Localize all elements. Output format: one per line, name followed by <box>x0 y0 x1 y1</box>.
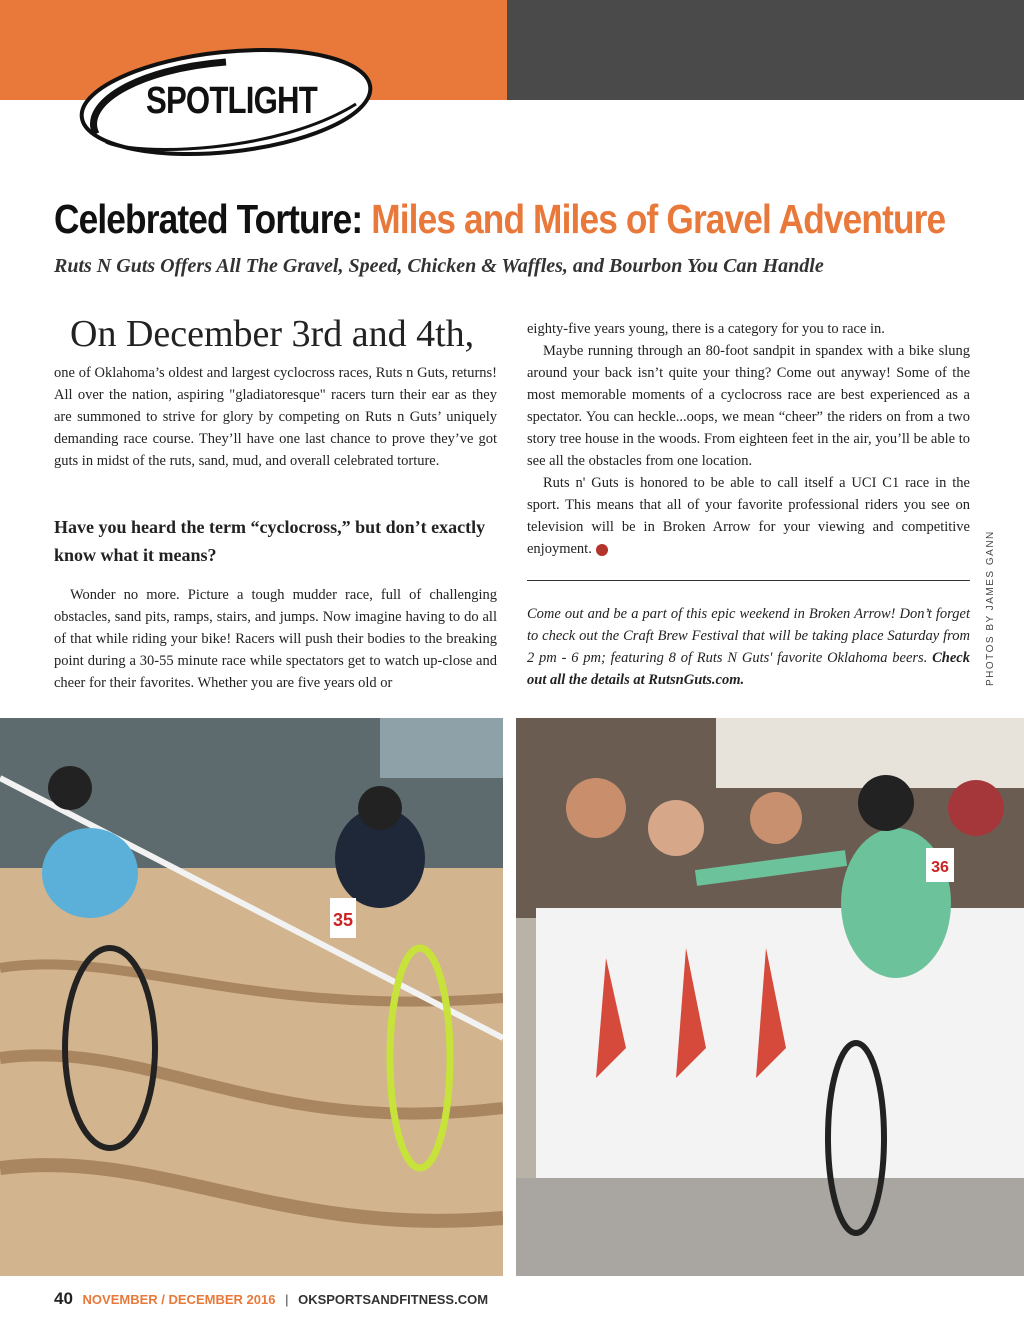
section-label: SPOTLIGHT <box>146 80 317 122</box>
paragraph-text: one of Oklahoma’s oldest and largest cyclocross races, Ruts n Guts, returns! All over the nation, aspiring "gladiatoresque" racers turn their ear as they are summoned to strive for glory by competing on Ruts n Guts’ uniquely demanding race course. They’ll have one last chance to prove they’ve got guts in midst of the ruts, sand, mud, and overall celebrated torture. <box>54 365 497 469</box>
page-footer <box>54 1289 488 1309</box>
title-part-orange: Miles and Miles of Gravel Adventure <box>371 196 946 242</box>
paragraph-last <box>527 472 970 560</box>
issue-date: NOVEMBER / DECEMBER 2016 <box>82 1292 276 1307</box>
photo-illustration <box>516 718 1024 1276</box>
promo-box <box>527 603 970 691</box>
article-subtitle: Ruts N Guts Offers All The Gravel, Speed, Chicken & Waffles, and Bourbon You Can Handle <box>54 255 824 277</box>
body-paragraph-2 <box>54 584 497 694</box>
end-mark-icon <box>596 544 608 556</box>
photo-credit: PHOTOS BY JAMES GANN <box>985 530 996 686</box>
title-part-black: Celebrated Torture: <box>54 196 363 242</box>
paragraph-text: Wonder no more. Picture a tough mudder race, full of challenging obstacles, sand pits, ramps, stairs, and jumps. Now imagine having to do all of that while riding your bike! Racers will push their bodies to the breaking point during a 30-55 minute race while spectators get to watch up-close and cheer for their favorites. Whether you are five years old or <box>54 587 497 691</box>
question-heading: Have you heard the term “cyclocross,” but don’t exactly know what it means? <box>54 517 486 565</box>
photo-finish-line-high-five <box>516 718 1024 1276</box>
header-dark-band <box>507 0 1024 100</box>
left-bib-number: 35 <box>332 910 354 930</box>
promo-link[interactable]: Check out all the details at RutsnGuts.com. <box>527 650 970 688</box>
article-title <box>54 196 946 243</box>
paragraph-text: Ruts n' Guts is honored to be able to call itself a UCI C1 race in the sport. This means that all of your favorite professional riders you see on television will be in Broken Arrow for your viewing and competitive enjoyment. <box>527 475 970 557</box>
body-paragraph-1 <box>54 362 497 472</box>
paragraph-text: Maybe running through an 80-foot sandpit in spandex with a bike slung around your back isn’t quite your thing? Come out anyway! Some of the most memorable moments of a cyclocross race are best experienced as a spectator. You can heckle...oops, we mean “cheer” the riders on from a two story tree house in the woods. From eighteen feet in the air, you’ll be able to see all the obstacles from one location. <box>527 343 970 469</box>
lead-in: On December 3rd and 4th, <box>70 313 475 355</box>
divider-rule <box>527 580 970 581</box>
promo-text: Come out and be a part of this epic weekend in Broken Arrow! Don’t forget to check out the Craft Brew Festival that will be taking place Saturday from 2 pm - 6 pm; featuring 8 of Ruts N Guts' favorite Oklahoma beers. <box>527 606 970 666</box>
footer-separator: | <box>285 1292 289 1307</box>
right-bib-number: 36 <box>931 859 949 876</box>
paragraph-text: eighty-five years young, there is a category for you to race in. <box>527 321 885 337</box>
photo-illustration <box>0 718 503 1276</box>
site-url[interactable]: OKSPORTSANDFITNESS.COM <box>298 1292 489 1307</box>
photo-sand-pit-racers <box>0 718 503 1276</box>
right-column <box>527 318 970 560</box>
page-number: 40 <box>54 1289 73 1308</box>
